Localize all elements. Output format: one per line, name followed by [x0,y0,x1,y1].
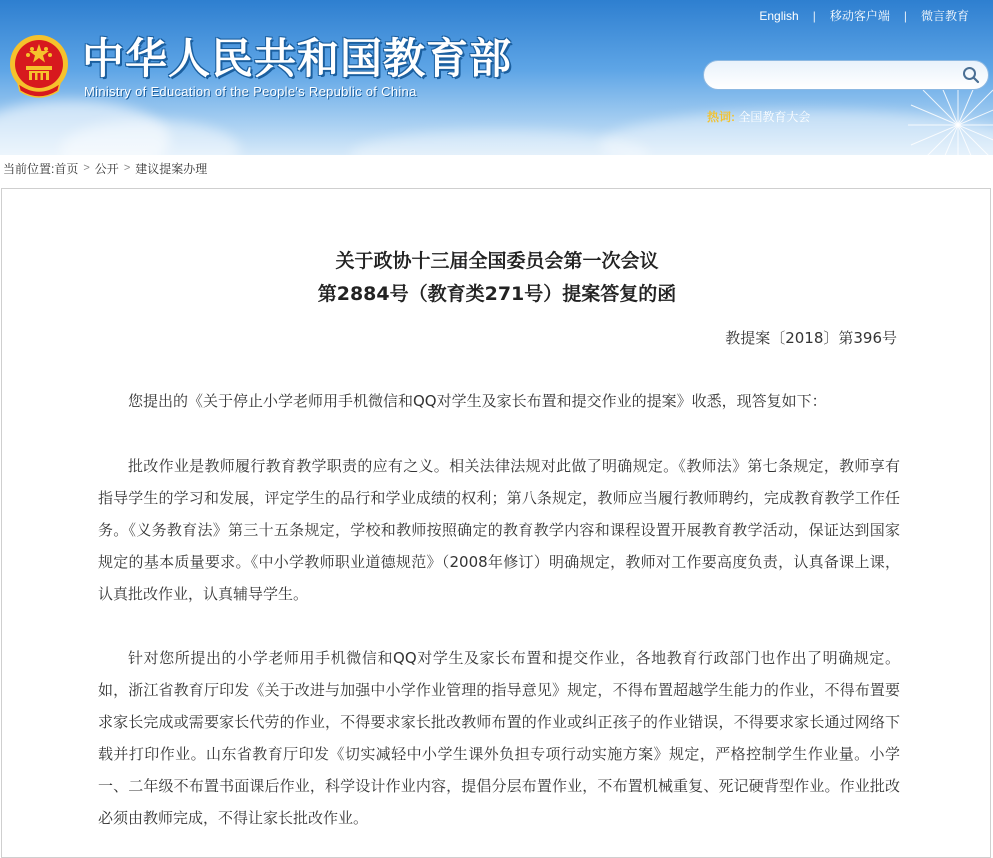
document-number: 教提案〔2018〕第396号 [725,329,897,347]
article-title-line2: 第2884号（教育类271号）提案答复的函 [317,283,677,305]
breadcrumb-home[interactable]: 首页 [54,161,79,176]
article-title-line1: 关于政协十三届全国委员会第一次会议 [335,250,659,272]
breadcrumb-public[interactable]: 公开 [94,161,119,176]
search-box [703,60,989,90]
search-input[interactable] [718,65,952,87]
search-icon[interactable] [962,66,980,84]
national-emblem-icon [8,33,70,99]
site-title-en: Ministry of Education of the People's Republic of China [84,84,417,99]
site-header [0,0,993,155]
header-cloud [350,130,650,155]
article-paragraph: 您提出的《关于停止小学老师用手机微信和QQ对学生及家长布置和提交作业的提案》收悉，现答复如下： [128,392,827,410]
chevron-right-icon: > [123,162,131,174]
breadcrumb-proposal[interactable]: 建议提案办理 [135,161,208,176]
article-container [1,188,991,858]
hot-words-label: 热词: [707,110,735,124]
breadcrumb-prefix: 当前位置: [3,161,55,176]
top-links [759,7,969,24]
weiyan-education-link[interactable]: 微言教育 [920,9,969,23]
english-link[interactable]: English [759,8,799,23]
article-paragraph: 针对您所提出的小学老师用手机微信和QQ对学生及家长布置和提交作业，各地教育行政部门也作出了明确规定。如，浙江省教育厅印发《关于改进与加强中小学作业管理的指导意见》规定，不得布置超越学生能力的作业，不得布置要求家长完成或需要家长代劳的作业，不得要求家长批改教师布置的作业或纠正孩子的作业错误，不得要求家长通过网络下载并打印作业。山东省教育厅印发《切实减轻中小学生课外负担专项行动实施方案》规定，严格控制学生作业量。小学一、二年级不布置书面课后作业，科学设计作业内容，提倡分层布置作业，不布置机械重复、死记硬背型作业。作业批改必须由教师完成，不得让家长批改作业。 [98,649,900,827]
breadcrumb [3,160,207,176]
mobile-client-link[interactable]: 移动客户端 [829,9,890,23]
hot-word-link[interactable]: 全国教育大会 [738,110,811,124]
link-separator: | [903,8,907,23]
link-separator: | [812,8,816,23]
chevron-right-icon: > [83,162,90,174]
site-title-cn: 中华人民共和国教育部 [82,34,513,83]
article-paragraph: 批改作业是教师履行教育教学职责的应有之义。相关法律法规对此做了明确规定。《教师法》第七条规定，教师享有指导学生的学习和发展，评定学生的品行和学业成绩的权利；第八条规定，教师应当履行教师聘约，完成教育教学工作任务。《义务教育法》第三十五条规定，学校和教师按照确定的教育教学内容和课程设置开展教育教学活动，保证达到国家规定的基本质量要求。《中小学教师职业道德规范》（2008年修订）明确规定，教师对工作要高度负责，认真备课上课，认真批改作业，认真辅导学生。 [98,457,900,603]
hot-words [707,108,810,125]
